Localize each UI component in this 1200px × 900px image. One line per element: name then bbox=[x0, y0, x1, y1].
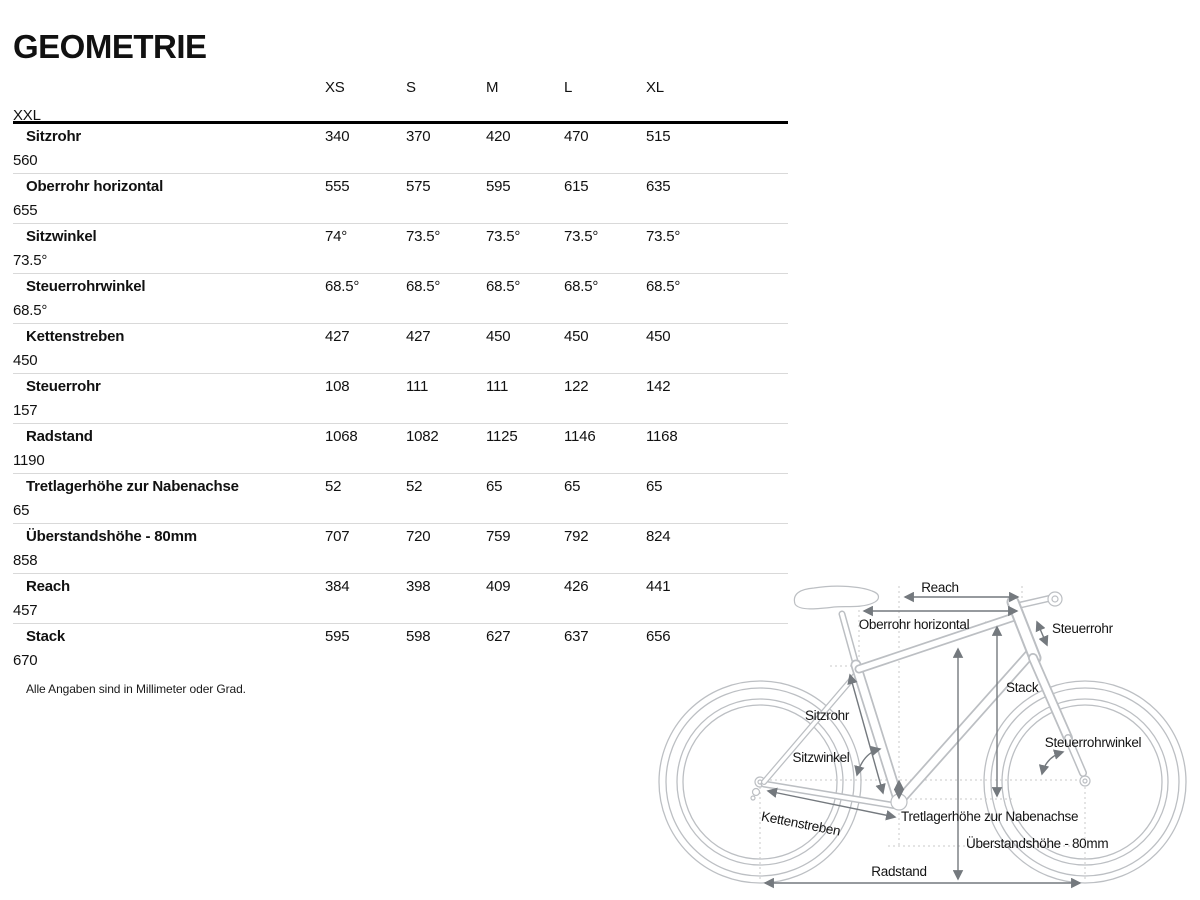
value-cell: 470 bbox=[564, 127, 589, 145]
table-row bbox=[13, 423, 788, 473]
row-label: Tretlagerhöhe zur Nabenachse bbox=[26, 477, 239, 495]
value-cell: 108 bbox=[325, 377, 350, 395]
value-cell: 111 bbox=[486, 377, 509, 395]
table-row bbox=[13, 323, 788, 373]
handlebar-grip bbox=[1048, 592, 1062, 606]
value-cell: 450 bbox=[486, 327, 511, 345]
rear-derailleur bbox=[751, 789, 760, 801]
units-footnote: Alle Angaben sind in Millimeter oder Grad. bbox=[26, 682, 246, 696]
size-column-header: XXL bbox=[13, 107, 41, 124]
table-row bbox=[13, 124, 788, 173]
value-cell: 65 bbox=[564, 477, 581, 495]
diagram-label-steuerrohr: Steuerrohr bbox=[1052, 621, 1113, 636]
value-cell: 1146 bbox=[564, 427, 596, 445]
value-cell: 441 bbox=[646, 577, 671, 595]
value-cell: 370 bbox=[406, 127, 431, 145]
size-column-header: XS bbox=[325, 79, 345, 96]
table-row bbox=[13, 473, 788, 523]
size-column-header: S bbox=[406, 79, 416, 96]
diagram-label-oberrohr: Oberrohr horizontal bbox=[858, 617, 970, 632]
table-row bbox=[13, 273, 788, 323]
value-cell: 65 bbox=[13, 502, 30, 520]
row-label: Sitzrohr bbox=[26, 127, 82, 145]
diagram-label-steuerrohrwinkel: Steuerrohrwinkel bbox=[1044, 735, 1142, 750]
steuerrohr-arrow bbox=[1037, 622, 1047, 645]
value-cell: 73.5° bbox=[646, 227, 681, 245]
value-cell: 1168 bbox=[646, 427, 678, 445]
steuerrohrwinkel-arc bbox=[1042, 752, 1063, 774]
diagram-label-radstand: Radstand bbox=[871, 864, 927, 879]
row-label: Überstandshöhe - 80mm bbox=[26, 527, 197, 545]
value-cell: 655 bbox=[13, 202, 38, 220]
value-cell: 420 bbox=[486, 127, 511, 145]
value-cell: 427 bbox=[406, 327, 431, 345]
value-cell: 122 bbox=[564, 377, 589, 395]
value-cell: 73.5° bbox=[564, 227, 599, 245]
diagram-label-stack: Stack bbox=[1006, 680, 1039, 695]
diagram-label-tretlagerhoehe: Tretlagerhöhe zur Nabenachse bbox=[901, 809, 1079, 824]
value-cell: 427 bbox=[325, 327, 350, 345]
value-cell: 398 bbox=[406, 577, 431, 595]
value-cell: 515 bbox=[646, 127, 671, 145]
table-row bbox=[13, 173, 788, 223]
value-cell: 635 bbox=[646, 177, 671, 195]
value-cell: 575 bbox=[406, 177, 431, 195]
value-cell: 615 bbox=[564, 177, 589, 195]
diagram-labels bbox=[760, 580, 1141, 879]
value-cell: 595 bbox=[325, 627, 350, 645]
table-row bbox=[13, 373, 788, 423]
row-label: Steuerrohr bbox=[26, 377, 101, 395]
value-cell: 670 bbox=[13, 652, 38, 670]
value-cell: 555 bbox=[325, 177, 350, 195]
row-label: Sitzwinkel bbox=[26, 227, 97, 245]
value-cell: 792 bbox=[564, 527, 589, 545]
row-label: Steuerrohrwinkel bbox=[26, 277, 146, 295]
value-cell: 858 bbox=[13, 552, 38, 570]
value-cell: 409 bbox=[486, 577, 511, 595]
value-cell: 142 bbox=[646, 377, 671, 395]
row-label: Stack bbox=[26, 627, 66, 645]
table-row bbox=[13, 223, 788, 273]
value-cell: 65 bbox=[646, 477, 663, 495]
size-column-header: XL bbox=[646, 79, 664, 96]
value-cell: 450 bbox=[13, 352, 38, 370]
value-cell: 707 bbox=[325, 527, 350, 545]
size-column-header: L bbox=[564, 79, 573, 96]
bike-geometry-diagram bbox=[650, 560, 1200, 900]
value-cell: 68.5° bbox=[325, 277, 360, 295]
size-column-header: M bbox=[486, 79, 499, 96]
value-cell: 111 bbox=[406, 377, 429, 395]
row-label: Reach bbox=[26, 577, 71, 595]
value-cell: 73.5° bbox=[406, 227, 441, 245]
value-cell: 68.5° bbox=[564, 277, 599, 295]
value-cell: 384 bbox=[325, 577, 350, 595]
diagram-label-ueberstandshoehe: Überstandshöhe - 80mm bbox=[966, 836, 1109, 851]
value-cell: 157 bbox=[13, 402, 38, 420]
page-title: GEOMETRIE bbox=[13, 28, 207, 66]
row-label: Oberrohr horizontal bbox=[26, 177, 164, 195]
value-cell: 824 bbox=[646, 527, 671, 545]
value-cell: 426 bbox=[564, 577, 589, 595]
value-cell: 68.5° bbox=[406, 277, 441, 295]
value-cell: 595 bbox=[486, 177, 511, 195]
diagram-label-reach: Reach bbox=[921, 580, 959, 595]
value-cell: 52 bbox=[325, 477, 342, 495]
diagram-label-sitzrohr: Sitzrohr bbox=[804, 708, 850, 723]
value-cell: 68.5° bbox=[486, 277, 521, 295]
value-cell: 598 bbox=[406, 627, 431, 645]
value-cell: 1125 bbox=[486, 427, 518, 445]
value-cell: 73.5° bbox=[13, 252, 48, 270]
value-cell: 1190 bbox=[13, 452, 45, 470]
value-cell: 68.5° bbox=[646, 277, 681, 295]
value-cell: 759 bbox=[486, 527, 511, 545]
row-label: Radstand bbox=[26, 427, 93, 445]
diagram-label-sitzwinkel: Sitzwinkel bbox=[792, 750, 850, 765]
value-cell: 720 bbox=[406, 527, 431, 545]
value-cell: 52 bbox=[406, 477, 423, 495]
size-header-row bbox=[13, 79, 788, 124]
row-label: Kettenstreben bbox=[26, 327, 125, 345]
value-cell: 74° bbox=[325, 227, 348, 245]
value-cell: 1082 bbox=[406, 427, 439, 445]
value-cell: 450 bbox=[564, 327, 589, 345]
value-cell: 656 bbox=[646, 627, 671, 645]
value-cell: 1068 bbox=[325, 427, 358, 445]
value-cell: 627 bbox=[486, 627, 511, 645]
value-cell: 73.5° bbox=[486, 227, 521, 245]
value-cell: 65 bbox=[486, 477, 503, 495]
value-cell: 637 bbox=[564, 627, 589, 645]
value-cell: 560 bbox=[13, 152, 38, 170]
value-cell: 450 bbox=[646, 327, 671, 345]
value-cell: 340 bbox=[325, 127, 350, 145]
value-cell: 457 bbox=[13, 602, 38, 620]
saddle bbox=[794, 586, 878, 609]
diagram-label-kettenstreben: Kettenstreben bbox=[760, 808, 842, 839]
value-cell: 68.5° bbox=[13, 302, 48, 320]
